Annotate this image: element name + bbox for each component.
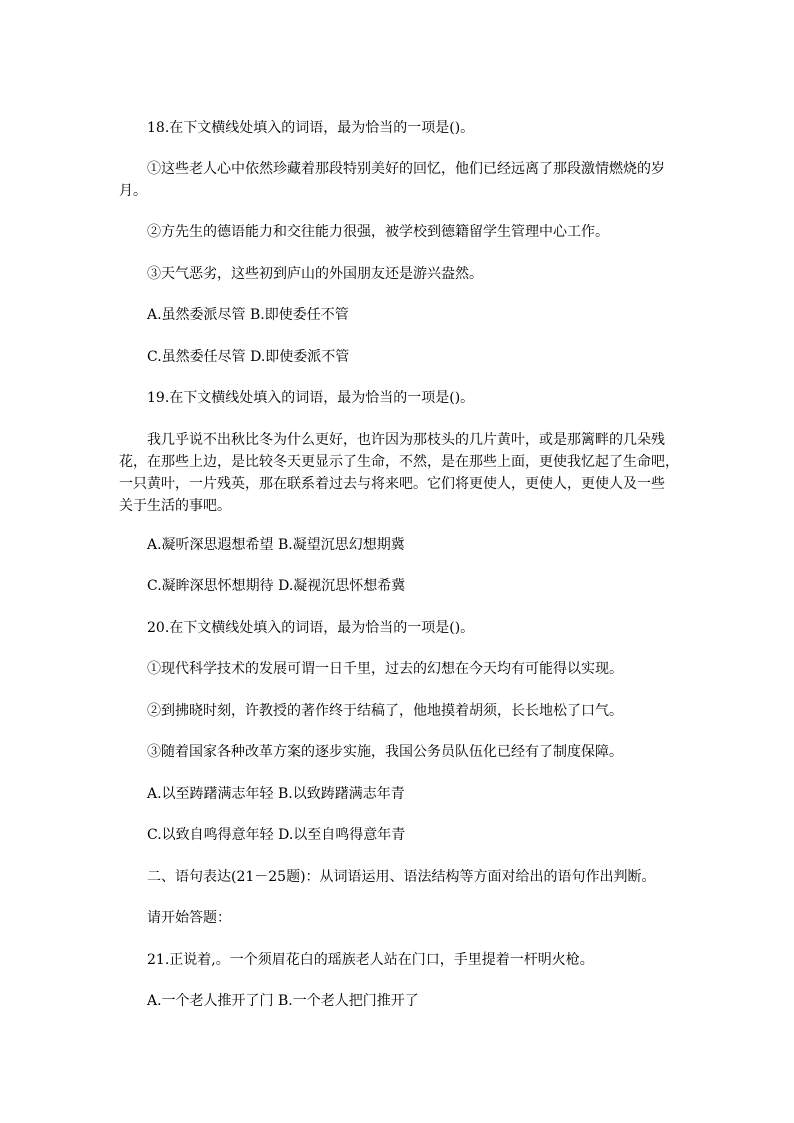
q18-sentence-3: ③天气恶劣，这些初到庐山的外国朋友还是游兴盎然。: [147, 266, 483, 282]
q20-options-cd: C.以致自鸣得意年轻 D.以至自鸣得意年青: [147, 827, 406, 843]
q18-options-ab: A.虽然委派尽管 B.即使委任不管: [147, 307, 349, 323]
q19-passage-line-4: 关于生活的事吧。: [119, 498, 231, 514]
q18-sentence-1-line-2: 月。: [119, 183, 147, 199]
q20-stem: 20.在下文横线处填入的词语，最为恰当的一项是()。: [147, 620, 475, 636]
q19-passage-line-1: 我几乎说不出秋比冬为什么更好，也许因为那枝头的几片黄叶，或是那篱畔的几朵残: [147, 432, 665, 448]
q20-sentence-1: ①现代科学技术的发展可谓一日千里，过去的幻想在今天均有可能得以实现。: [147, 661, 623, 677]
q19-stem: 19.在下文横线处填入的词语，最为恰当的一项是()。: [147, 390, 475, 406]
q18-options-cd: C.虽然委任尽管 D.即使委派不管: [147, 349, 350, 365]
q19-passage-line-3: 一只黄叶，一片残英，那在联系着过去与将来吧。它们将更使人，更使人，更使人及一些: [119, 476, 665, 492]
section-2-start-prompt: 请开始答题：: [147, 910, 231, 926]
q18-sentence-1-line-1: ①这些老人心中依然珍藏着那段特别美好的回忆，他们已经远离了那段激情燃烧的岁: [147, 161, 665, 177]
q20-sentence-2: ②到拂晓时刻，许教授的著作终于结稿了，他地摸着胡须，长长地松了口气。: [147, 703, 623, 719]
q21-stem: 21.正说着,。一个须眉花白的瑶族老人站在门口，手里提着一杆明火枪。: [147, 952, 594, 968]
section-2-heading: 二、语句表达(21－25题)：从词语运用、语法结构等方面对给出的语句作出判断。: [147, 869, 656, 885]
q18-stem: 18.在下文横线处填入的词语，最为恰当的一项是()。: [147, 120, 475, 136]
q19-options-ab: A.凝听深思遐想希望 B.凝望沉思幻想期冀: [147, 537, 405, 553]
q19-passage-line-2: 花，在那些上边，是比较冬天更显示了生命，不然，是在那些上面，更使我忆起了生命吧，: [119, 454, 679, 470]
q20-sentence-3: ③随着国家各种改革方案的逐步实施，我国公务员队伍化已经有了制度保障。: [147, 744, 623, 760]
q21-options-ab: A.一个老人推开了门 B.一个老人把门推开了: [147, 993, 419, 1009]
q18-sentence-2: ②方先生的德语能力和交往能力很强，被学校到德籍留学生管理中心工作。: [147, 224, 609, 240]
q20-options-ab: A.以至踌躇满志年轻 B.以致踌躇满志年青: [147, 786, 405, 802]
q19-options-cd: C.凝眸深思怀想期待 D.凝视沉思怀想希冀: [147, 578, 406, 594]
